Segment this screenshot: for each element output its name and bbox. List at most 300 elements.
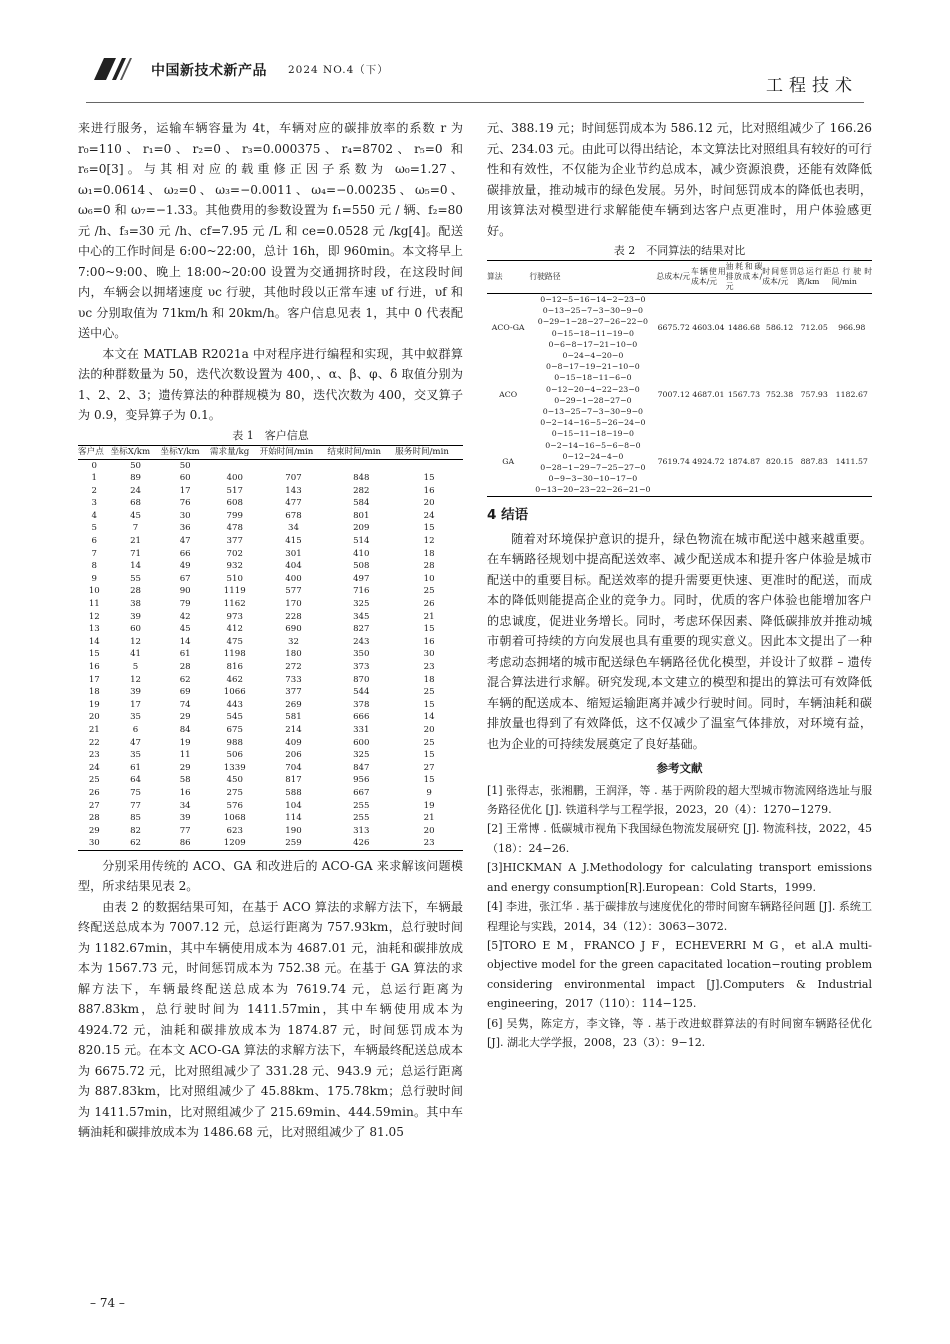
route-path: 0−12−20−4−22−23−0 bbox=[545, 384, 640, 394]
table1-cell: 34 bbox=[179, 800, 191, 811]
value-cell: 1486.68 bbox=[727, 323, 761, 332]
table2-header-cell: 车辆使用成本/元 bbox=[691, 261, 726, 294]
value-cell: 6675.72 bbox=[657, 323, 690, 332]
table1-cell bbox=[395, 459, 463, 472]
table1-cell: 16 bbox=[423, 485, 435, 496]
table1-cell: 75 bbox=[130, 787, 141, 798]
value-cell: 586.12 bbox=[765, 323, 794, 332]
table1-cell: 35 bbox=[130, 750, 141, 761]
table1-cell: 412 bbox=[226, 624, 243, 635]
table-row bbox=[487, 294, 872, 362]
table1-cell: 6 bbox=[91, 536, 98, 547]
algorithm-cell: ACO bbox=[499, 390, 518, 400]
table1-cell: 6 bbox=[132, 724, 139, 735]
table1-cell: 932 bbox=[226, 561, 243, 572]
table1-cell: 12 bbox=[423, 536, 435, 547]
table1-cell: 272 bbox=[285, 662, 302, 672]
table1-cell: 39 bbox=[179, 813, 191, 824]
table1-cell: 45 bbox=[179, 624, 191, 635]
table-row bbox=[78, 573, 463, 586]
table1-cell: 415 bbox=[285, 536, 302, 547]
reference-item: [6] 吴隽，陈定方，李文锋，等 . 基于改进蚁群算法的有时间窗车辆路径优化 [J]. 湖北大学学报，2008，23（3）：9−12. bbox=[487, 1016, 872, 1049]
table1-cell: 508 bbox=[353, 561, 370, 572]
table1-cell: 180 bbox=[285, 649, 302, 660]
table-row bbox=[487, 361, 872, 428]
table1-cell: 29 bbox=[88, 825, 100, 836]
table1-cell: 34 bbox=[288, 523, 299, 534]
route-path: 0−8−17−19−21−10−0 bbox=[545, 362, 640, 372]
table1-cell: 827 bbox=[353, 624, 370, 635]
table-row bbox=[78, 548, 463, 561]
table1-cell: 20 bbox=[88, 712, 100, 723]
table1-cell: 17 bbox=[88, 674, 100, 685]
body-paragraph: 随着对环境保护意识的提升，绿色物流在城市配送中越来越重要。在车辆路径规划中提高配送效率、减少配送成本和提升客户体验是城市配送中的重要目标。配送效率的提升需要更快速、更准时的配送，而成本的降低则能提高企业的竞争力。同时，优质的客户体验也能增加客户的忠诚度，促进业务增长。同时，考虑环保因素、降低碳排放并推动城市朝着可持续的方向发展也具有重要的现实意义。因此本文提出了一种考虑动态拥堵的城市配送绿色车辆路径优化模型，并设计了蚁群 – 遗传混合算法进行求解。研究发现,本文建立的模型和提出的算法可有效降低车辆的配送成本、缩短运输距离并减少行驶时间。同时，车辆油耗和碳排放量也得到了有效降低，这不仅减少了温室气体排放，对环境有益，也为企业的可持续发展奠定了良好基础。 bbox=[487, 531, 872, 751]
table-row bbox=[78, 724, 463, 737]
table1-cell: 66 bbox=[179, 548, 191, 559]
route-path: 0−13−25−7−3−30−9−0 bbox=[542, 407, 644, 417]
table1-cell: 79 bbox=[179, 599, 191, 610]
table1-cell: 14 bbox=[179, 636, 191, 647]
table1-cell: 506 bbox=[226, 750, 243, 761]
table1-cell: 74 bbox=[179, 699, 191, 710]
table1-cell: 24 bbox=[423, 510, 435, 521]
table1-cell: 209 bbox=[353, 523, 370, 534]
table1-cell: 259 bbox=[260, 837, 328, 850]
table1-cell: 325 bbox=[353, 599, 370, 610]
value-cell: 966.98 bbox=[838, 323, 866, 332]
table1-cell: 21 bbox=[88, 724, 100, 735]
table1-cell: 17 bbox=[179, 485, 191, 496]
table-row bbox=[487, 428, 872, 496]
route-path: 0−13−20−23−22−26−21−0 bbox=[535, 485, 651, 495]
table-row bbox=[78, 560, 463, 573]
table1-cell: 61 bbox=[130, 762, 141, 773]
table1-cell: 21 bbox=[423, 813, 435, 824]
table1-cell: 30 bbox=[423, 649, 435, 660]
table1-cell: 426 bbox=[327, 837, 395, 850]
table1-cell: 28 bbox=[423, 561, 435, 572]
table1-cell: 67 bbox=[179, 573, 191, 584]
reference-item: [5]TORO E M，FRANCO J F，ECHEVERRI M G，et al.A multi-objective model for the green capacitated location−routing problem considering environmental impact [J].Computers & Industrial engineering，2017（110）：114−125. bbox=[487, 938, 872, 1011]
table1-cell: 255 bbox=[353, 800, 370, 811]
table1-cell: 1119 bbox=[223, 586, 246, 597]
table1-header-cell: 结束时间/min bbox=[327, 445, 395, 459]
table1-cell: 377 bbox=[226, 536, 243, 547]
table1-cell: 62 bbox=[111, 837, 161, 850]
table1-cell: 49 bbox=[179, 561, 191, 572]
table1-cell: 17 bbox=[130, 699, 141, 710]
table1-cell: 14 bbox=[88, 636, 100, 647]
table1-cell: 275 bbox=[226, 787, 243, 798]
table1-cell: 10 bbox=[423, 573, 435, 584]
table1-cell: 1198 bbox=[223, 649, 246, 660]
table1-cell: 675 bbox=[226, 724, 243, 735]
table1-cell: 475 bbox=[226, 636, 243, 647]
algorithm-cell: GA bbox=[487, 428, 529, 496]
table1-cell: 170 bbox=[285, 599, 302, 610]
table1-cell: 104 bbox=[285, 800, 302, 811]
table-row bbox=[78, 699, 463, 712]
algorithm-cell: ACO-GA bbox=[491, 323, 525, 332]
journal-logo-icon bbox=[86, 58, 138, 80]
table1-cell: 60 bbox=[179, 473, 191, 484]
table1-caption: 表 1 客户信息 bbox=[232, 428, 309, 442]
table-row bbox=[78, 812, 463, 825]
table1-cell: 14 bbox=[130, 561, 141, 572]
table2-header-cell: 总行驶时间/min bbox=[832, 261, 872, 294]
table1-cell: 400 bbox=[285, 573, 302, 584]
table1-header-cell: 坐标X/km bbox=[111, 445, 161, 459]
table1-cell: 588 bbox=[285, 787, 302, 798]
route-path: 0−29−1−28−27−26−22−0 bbox=[537, 317, 648, 327]
value-cell: 4924.72 bbox=[691, 428, 726, 496]
table1-cell: 7 bbox=[91, 548, 98, 559]
table1-cell: 9 bbox=[91, 573, 98, 584]
table1-cell: 404 bbox=[285, 561, 302, 572]
table1-cell: 584 bbox=[353, 498, 370, 509]
table-row bbox=[78, 472, 463, 485]
table-row bbox=[78, 674, 463, 687]
table1-cell: 373 bbox=[353, 662, 370, 672]
table1-cell: 301 bbox=[285, 548, 302, 559]
value-cell: 1567.73 bbox=[727, 390, 761, 400]
table1-cell: 2 bbox=[91, 485, 98, 496]
table1-cell: 39 bbox=[130, 611, 141, 622]
page-number: – 74 – bbox=[90, 1296, 125, 1310]
table1-cell: 84 bbox=[179, 724, 191, 735]
table1-cell: 973 bbox=[226, 611, 243, 622]
table1-cell: 143 bbox=[285, 485, 302, 496]
table1-cell: 15 bbox=[423, 750, 435, 761]
table1-cell: 25 bbox=[423, 737, 435, 748]
table1-cell: 21 bbox=[130, 536, 141, 547]
table1-header-cell: 需求量/kg bbox=[210, 445, 260, 459]
table1-cell: 27 bbox=[88, 800, 100, 811]
body-paragraph: 分别采用传统的 ACO、GA 和改进后的 ACO-GA 来求解该问题模型，所求结果见表 2。 bbox=[78, 858, 463, 894]
route-path: 0−9−3−30−10−17−0 bbox=[548, 474, 638, 484]
table1-cell: 55 bbox=[130, 573, 141, 584]
table1-cell: 29 bbox=[179, 712, 191, 723]
table1-cell: 15 bbox=[88, 649, 100, 660]
table1-cell: 85 bbox=[130, 813, 141, 824]
route-path: 0−12−5−16−14−2−23−0 bbox=[540, 295, 646, 304]
value-cell: 1182.67 bbox=[835, 390, 868, 400]
table1-cell: 15 bbox=[423, 523, 435, 534]
table1-cell: 1 bbox=[91, 473, 98, 484]
table1-cell: 50 bbox=[130, 460, 141, 471]
table1-cell: 25 bbox=[423, 687, 435, 698]
table1-cell: 1209 bbox=[210, 837, 260, 850]
table1-cell: 32 bbox=[288, 636, 299, 647]
reference-item: [2] 王常博 . 低碳城市视角下我国绿色物流发展研究 [J]. 物流科技，2022，45（18）：24−26. bbox=[487, 822, 872, 855]
table1-cell: 61 bbox=[179, 649, 191, 660]
value-cell: 1411.57 bbox=[832, 428, 872, 496]
table-row bbox=[78, 522, 463, 535]
table1-cell: 16 bbox=[423, 636, 435, 647]
table1-cell: 69 bbox=[179, 687, 191, 698]
table1-cell: 870 bbox=[353, 674, 370, 685]
table1-cell: 1068 bbox=[223, 813, 246, 824]
table1-cell: 378 bbox=[353, 699, 370, 710]
body-paragraph: 由表 2 的数据结果可知，在基于 ACO 算法的求解方法下，车辆最终配送总成本为 7007.12 元，总运行距离为 757.93km，总行驶时间为 1182.67min，其中车辆使用成本为 4687.01 元，油耗和碳排放成本为 1567.73 元，时间惩罚成本为 752.38 元。在基于 GA 算法的求解方法下，车辆最终配送总成本为 7619.74 元，总运行距离为 887.83km，总行驶时间为 1411.57min，其中车辆使用成本为 4924.72 元，油耗和碳排放成本为 1874.87 元，时间惩罚成本为 820.15 元。在本文 ACO-GA 算法的求解方法下，车辆最终配送总成本为 6675.72 元，比对照组减少了 331.28 元、943.9 元；总运行距离为 887.83km，比对照组减少了 45.88km、175.78km；总行驶时间为 1411.57min，比对照组减少了 215.69min、444.59min。其中车辆油耗和碳排放成本为 1486.68 元，比对照组减少了 81.05 bbox=[78, 899, 463, 1140]
table1-cell: 36 bbox=[179, 523, 191, 534]
table-row bbox=[78, 787, 463, 800]
table2-header-cell: 时间惩罚成本/元 bbox=[762, 261, 797, 294]
table-row bbox=[78, 762, 463, 775]
value-cell: 7007.12 bbox=[657, 390, 690, 400]
table-row bbox=[78, 737, 463, 750]
table1-cell: 377 bbox=[285, 687, 302, 698]
route-path: 0−6−8−17−21−10−0 bbox=[548, 339, 638, 349]
table-row bbox=[78, 535, 463, 548]
table1-cell: 41 bbox=[130, 649, 141, 660]
table1-cell: 801 bbox=[353, 510, 370, 521]
table-row bbox=[78, 749, 463, 762]
table1-cell: 409 bbox=[285, 737, 302, 748]
table1-cell: 988 bbox=[226, 737, 243, 748]
table1-cell: 12 bbox=[130, 636, 141, 647]
table2-header-cell: 总运行距离/km bbox=[797, 261, 832, 294]
route-cell bbox=[529, 294, 656, 362]
table1-cell: 22 bbox=[88, 737, 100, 748]
table1-cell: 5 bbox=[91, 523, 98, 534]
table1-cell: 26 bbox=[423, 599, 435, 610]
table1-cell: 21 bbox=[423, 611, 435, 622]
table1-cell: 47 bbox=[130, 737, 141, 748]
table1-cell: 18 bbox=[88, 687, 100, 698]
table1-cell: 4 bbox=[91, 510, 98, 521]
table1-cell: 18 bbox=[423, 674, 435, 685]
table1-cell: 15 bbox=[423, 699, 435, 710]
table1-cell: 18 bbox=[423, 548, 435, 559]
table1-cell: 1162 bbox=[223, 599, 246, 610]
reference-item: [1] 张得志，张湘鹏，王润泽，等 . 基于两阶段的超大型城市物流网络选址与服务路径优化 [J]. 铁道科学与工程学报，2023，20（4）：1270−1279. bbox=[487, 783, 872, 817]
route-cell bbox=[529, 361, 656, 428]
table1-cell: 345 bbox=[353, 611, 370, 622]
table1-cell: 20 bbox=[423, 825, 435, 836]
table1-cell: 282 bbox=[353, 485, 370, 496]
table1-cell: 325 bbox=[353, 750, 370, 761]
table1-cell: 214 bbox=[285, 724, 302, 735]
table1-cell: 3 bbox=[91, 498, 98, 509]
table-row bbox=[78, 711, 463, 724]
table1-cell: 1339 bbox=[223, 762, 246, 773]
table1-cell: 5 bbox=[132, 662, 139, 672]
references-heading: 参考文献 bbox=[656, 761, 703, 776]
table1-cell: 702 bbox=[226, 548, 243, 559]
table1-cell: 60 bbox=[130, 624, 141, 635]
table1-cell: 86 bbox=[161, 837, 210, 850]
table-row bbox=[78, 485, 463, 498]
table1-cell: 23 bbox=[88, 750, 100, 761]
table1-cell: 11 bbox=[88, 599, 100, 610]
table1-cell: 514 bbox=[353, 536, 370, 547]
table-row bbox=[78, 611, 463, 624]
table1-cell: 24 bbox=[88, 762, 100, 773]
table1-cell: 716 bbox=[353, 586, 370, 597]
table1-cell: 15 bbox=[423, 624, 435, 635]
table1-cell: 30 bbox=[179, 510, 191, 521]
table1-cell: 9 bbox=[426, 787, 432, 798]
value-cell: 1874.87 bbox=[726, 428, 763, 496]
table1-cell bbox=[210, 459, 260, 472]
table1-cell: 544 bbox=[353, 687, 370, 698]
table1-cell: 19 bbox=[88, 699, 100, 710]
table1-cell: 848 bbox=[353, 473, 370, 484]
table1-cell: 15 bbox=[423, 775, 435, 786]
journal-issue: 2024 NO.4（下） bbox=[288, 64, 389, 76]
reference-item: [3]HICKMAN A J.Methodology for calculating transport emissions and energy consumption[R].European：Cold Starts，1999. bbox=[487, 861, 872, 894]
customer-table bbox=[78, 445, 463, 851]
table-row bbox=[78, 497, 463, 510]
table1-cell: 600 bbox=[353, 737, 370, 748]
table1-cell: 707 bbox=[285, 473, 302, 484]
table1-cell: 82 bbox=[130, 825, 141, 836]
journal-title: 中国新技术新产品 bbox=[151, 63, 267, 79]
table1-cell: 690 bbox=[285, 624, 302, 635]
table1-header-cell: 客户点 bbox=[78, 445, 111, 459]
results-table bbox=[487, 260, 872, 497]
table1-cell: 12 bbox=[130, 674, 141, 685]
table1-cell: 667 bbox=[353, 787, 370, 798]
table1-cell: 462 bbox=[226, 674, 243, 685]
table1-cell: 817 bbox=[285, 775, 302, 786]
table1-cell: 269 bbox=[285, 699, 302, 710]
table1-cell: 27 bbox=[423, 762, 435, 773]
route-path: 0−2−14−16−5−26−24−0 bbox=[540, 418, 646, 428]
route-path: 0−29−1−28−27−0 bbox=[554, 395, 632, 405]
table-row bbox=[78, 774, 463, 787]
table1-cell: 450 bbox=[226, 775, 243, 786]
table1-cell: 29 bbox=[179, 762, 191, 773]
table1-cell: 62 bbox=[179, 674, 191, 685]
reference-item: [4] 李进，张江华 . 基于碳排放与速度优化的带时间窗车辆路径问题 [J]. 系统工程理论与实践，2014，34（12）：3063−3072. bbox=[487, 900, 872, 933]
header-rule bbox=[86, 102, 864, 103]
table-row bbox=[78, 686, 463, 699]
table1-cell: 64 bbox=[130, 775, 141, 786]
table1-header-cell: 服务时间/min bbox=[395, 445, 463, 459]
table-row bbox=[78, 510, 463, 523]
route-path: 0−15−18−11−6−0 bbox=[554, 373, 632, 383]
route-path: 0−2−14−16−5−6−8−0 bbox=[545, 440, 641, 450]
value-cell: 757.93 bbox=[800, 390, 828, 400]
table-row bbox=[78, 661, 463, 674]
references-list bbox=[487, 781, 872, 1053]
table1-cell: 608 bbox=[226, 498, 243, 509]
section-label: 工程技术 bbox=[766, 76, 858, 96]
table-row bbox=[78, 459, 463, 472]
table1-cell: 30 bbox=[78, 837, 111, 850]
table1-cell: 20 bbox=[423, 724, 435, 735]
table1-cell: 19 bbox=[423, 800, 435, 811]
table-row bbox=[78, 837, 463, 850]
table1-cell: 16 bbox=[88, 662, 100, 672]
table1-cell: 545 bbox=[226, 712, 243, 723]
table2-header-cell: 行驶路径 bbox=[529, 261, 656, 294]
table1-cell: 206 bbox=[285, 750, 302, 761]
table1-cell bbox=[260, 459, 328, 472]
body-paragraph: 本文在 MATLAB R2021a 中对程序进行编程和实现，其中蚁群算法的种群数量为 50，迭代次数设置为 400，、α、β、φ、δ 取值分别为 1、2、2、3；遗传算法的种群规模为 80，迭代次数为 400，交叉算子为 0.9，变异算子为 0.1。 bbox=[78, 346, 463, 422]
table1-cell: 847 bbox=[353, 762, 370, 773]
table2-caption: 表 2 不同算法的结果对比 bbox=[613, 244, 746, 257]
table1-cell: 77 bbox=[179, 825, 191, 836]
table1-cell: 477 bbox=[285, 498, 302, 509]
route-cell bbox=[529, 428, 656, 496]
table1-cell: 28 bbox=[130, 586, 141, 597]
table1-cell: 20 bbox=[423, 498, 435, 509]
value-cell: 4603.04 bbox=[692, 323, 725, 332]
table1-cell: 816 bbox=[226, 662, 243, 672]
table1-cell: 10 bbox=[88, 586, 100, 597]
table1-cell: 23 bbox=[423, 662, 435, 672]
table1-cell: 799 bbox=[226, 510, 243, 521]
table1-cell: 704 bbox=[285, 762, 302, 773]
table1-cell: 243 bbox=[353, 636, 370, 647]
table1-cell: 90 bbox=[179, 586, 191, 597]
table1-cell: 7 bbox=[132, 523, 139, 534]
table1-cell: 510 bbox=[226, 573, 243, 584]
table1-cell: 71 bbox=[130, 548, 141, 559]
table1-cell: 28 bbox=[88, 813, 100, 824]
table1-cell: 733 bbox=[285, 674, 302, 685]
table1-cell: 19 bbox=[179, 737, 191, 748]
table2-header-cell: 油耗和碳排放成本/元 bbox=[726, 261, 763, 294]
route-path: 0−28−1−29−7−25−27−0 bbox=[540, 463, 646, 473]
table1-cell: 42 bbox=[179, 611, 191, 622]
route-path: 0−24−4−20−0 bbox=[562, 351, 624, 361]
table1-cell: 45 bbox=[130, 510, 141, 521]
body-paragraph: 元、388.19 元；时间惩罚成本为 586.12 元，比对照组减少了 166.26 元、234.03 元。由此可以得出结论，本文算法比对照组具有较好的可行性和有效性，不仅能为企业节约总成本，减少资源浪费，还能有效降低碳排放量，推动城市的绿色发展。另外，时间惩罚成本的降低也表明，用该算法对模型进行求解能使车辆到达客户点更准时，用户体验感更好。 bbox=[487, 121, 872, 238]
table1-cell: 77 bbox=[130, 800, 141, 811]
table1-cell bbox=[327, 459, 395, 472]
table1-cell: 190 bbox=[285, 825, 302, 836]
route-path: 0−15−18−11−19−0 bbox=[551, 328, 635, 338]
route-path: 0−15−11−18−19−0 bbox=[551, 429, 635, 439]
table1-cell: 24 bbox=[130, 485, 141, 496]
table1-cell: 47 bbox=[179, 536, 191, 547]
table1-cell: 400 bbox=[226, 473, 243, 484]
table1-header-cell: 坐标Y/km bbox=[161, 445, 210, 459]
section-heading: 4 结语 bbox=[487, 506, 529, 523]
table1-cell: 14 bbox=[423, 712, 435, 723]
table-row bbox=[78, 623, 463, 636]
table1-cell: 23 bbox=[395, 837, 463, 850]
table-row bbox=[78, 648, 463, 661]
table1-cell: 58 bbox=[179, 775, 191, 786]
table1-cell: 68 bbox=[130, 498, 141, 509]
route-path: 0−12−24−4−0 bbox=[562, 451, 624, 461]
value-cell: 820.15 bbox=[762, 428, 797, 496]
table1-cell: 8 bbox=[91, 561, 98, 572]
table1-cell: 410 bbox=[353, 548, 370, 559]
table1-cell: 13 bbox=[88, 624, 100, 635]
table1-cell: 11 bbox=[179, 750, 191, 761]
table1-cell: 576 bbox=[226, 800, 243, 811]
table1-cell: 623 bbox=[226, 825, 243, 836]
value-cell: 752.38 bbox=[765, 390, 794, 400]
table1-cell: 16 bbox=[179, 787, 191, 798]
value-cell: 887.83 bbox=[797, 428, 832, 496]
table1-cell: 478 bbox=[226, 523, 243, 534]
table1-cell: 577 bbox=[285, 586, 302, 597]
table-row bbox=[78, 585, 463, 598]
table1-cell: 581 bbox=[285, 712, 302, 723]
table1-cell: 313 bbox=[353, 825, 370, 836]
table1-cell: 956 bbox=[353, 775, 370, 786]
table1-cell: 228 bbox=[285, 611, 302, 622]
table2-header-cell: 总成本/元 bbox=[656, 261, 691, 294]
table1-cell: 38 bbox=[130, 599, 141, 610]
